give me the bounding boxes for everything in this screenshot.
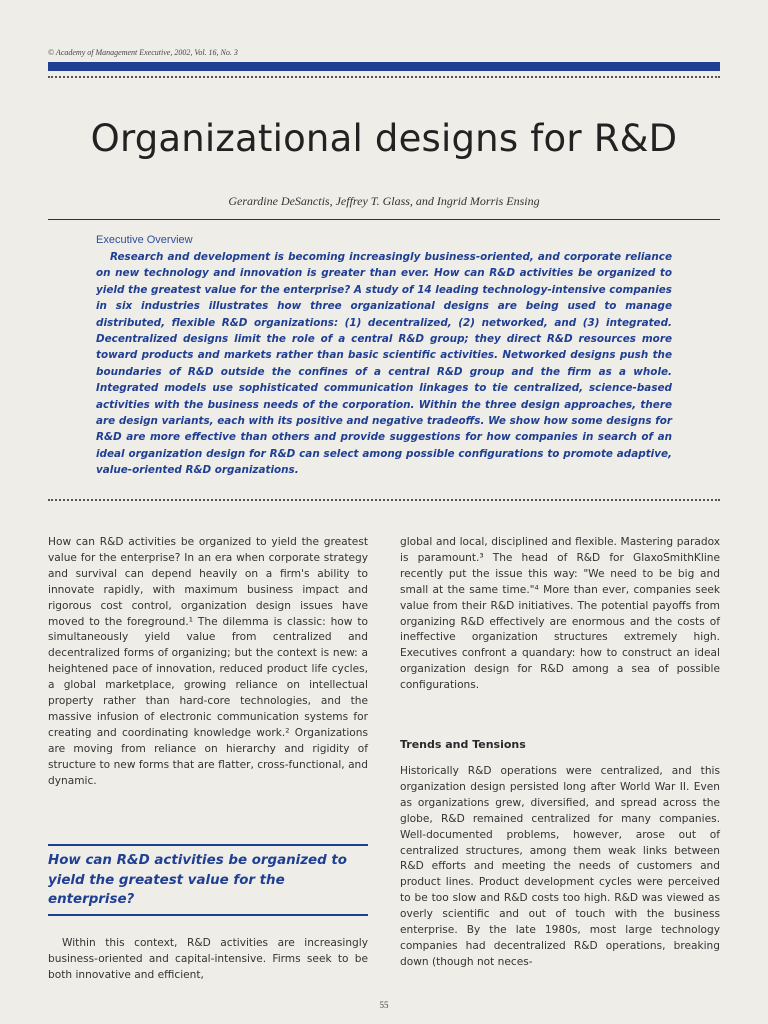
article-title: Organizational designs for R&D	[90, 116, 678, 160]
header-dotted-rule	[48, 76, 720, 78]
article-authors: Gerardine DeSanctis, Jeffrey T. Glass, and Ingrid Morris Ensing	[228, 194, 540, 208]
pullquote-top-rule	[48, 844, 368, 846]
section-heading: Trends and Tensions	[400, 738, 526, 751]
body-paragraph: global and local, disciplined and flexible. Mastering paradox is paramount.³ The head of R&D for GlaxoSmithKline recently put the issue this way: "We need to be big and small at the same time."⁴ More than ever, companies seek value from their R&D initiatives. The potential payoffs from organizing R&D effectively are enormous and the costs of ineffective organization structures extremely high. Executives confront a quandary: how to construct an ideal organization design for R&D among a sea of possible configurations.	[400, 536, 720, 692]
journal-citation: © Academy of Management Executive, 2002, Vol. 16, No. 3	[48, 48, 238, 57]
header-rule	[48, 62, 720, 71]
body-left-column	[48, 535, 368, 790]
pullquote: How can R&D activities be organized to yield the greatest value for the enterprise?	[48, 853, 347, 907]
page-number: 55	[379, 1000, 389, 1010]
pullquote-bottom-rule	[48, 914, 368, 916]
overview-text: Research and development is becoming increasingly business-oriented, and corporate reliance on new technology and innovation is greater than ever. How can R&D activities be organized to yield the greatest value for the enterprise? A study of 14 leading technology-intensive companies in six industries illustrates how three organizational designs are being used to manage distributed, flexible R&D organizations: (1) decentralized, (2) networked, and (3) integrated. Decentralized designs limit the role of a central R&D group; they direct R&D resources more toward products and markets rather than basic scientific activities. Networked designs push the boundaries of R&D outside the confines of a central R&D group and the firm as a whole. Integrated models use sophisticated communication linkages to tie centralized, science-based activities with the business needs of the corporation. Within the three design approaches, there are design variants, each with its positive and negative tradeoffs. We show how some designs for R&D are more effective than others and provide suggestions for how companies in search of an ideal organization design for R&D can select among possible configurations to promote adaptive, value-oriented R&D organizations.	[96, 251, 672, 477]
body-paragraph: Within this context, R&D activities are increasingly business-oriented and capital-intensive. Firms seek to be both innovative and efficient,	[48, 937, 368, 981]
body-left-column-continued	[48, 936, 368, 984]
body-right-column	[400, 535, 720, 694]
overview-label: Executive Overview	[96, 234, 193, 246]
overview-dotted-rule	[48, 499, 720, 501]
body-paragraph: How can R&D activities be organized to yield the greatest value for the enterprise? In an era when corporate strategy and survival can depend heavily on a firm's ability to innovate rapidly, with maximum business impact and rigorous cost control, organization design issues have moved to the foreground.¹ The dilemma is classic: how to simultaneously yield value from centralized and decentralized forms of organizing; but the context is new: a heightened pace of innovation, reduced product life cycles, a global marketplace, growing reliance on intellectual property rather than hard-core technologies, and the massive infusion of electronic communication systems for creating and coordinating knowledge work.² Organizations are moving from reliance on hierarchy and rigidity of structure to new forms that are flatter, cross-functional, and dynamic.	[48, 536, 368, 787]
body-paragraph: Historically R&D operations were centralized, and this organization design persisted long after World War II. Even as organizations grew, diversified, and spread across the globe, R&D remained centralized for many companies. Well-documented problems, however, arose out of centralized structures, among them weak links between R&D efforts and meeting the needs of customers and product lines. Product development cycles were perceived to be too slow and R&D costs too high. R&D was viewed as overly scientific and out of touch with the business enterprise. By the late 1980s, most large technology companies had decentralized R&D operations, breaking down (though not neces-	[400, 765, 720, 968]
body-right-column-section	[400, 764, 720, 971]
authors-rule	[48, 219, 720, 220]
